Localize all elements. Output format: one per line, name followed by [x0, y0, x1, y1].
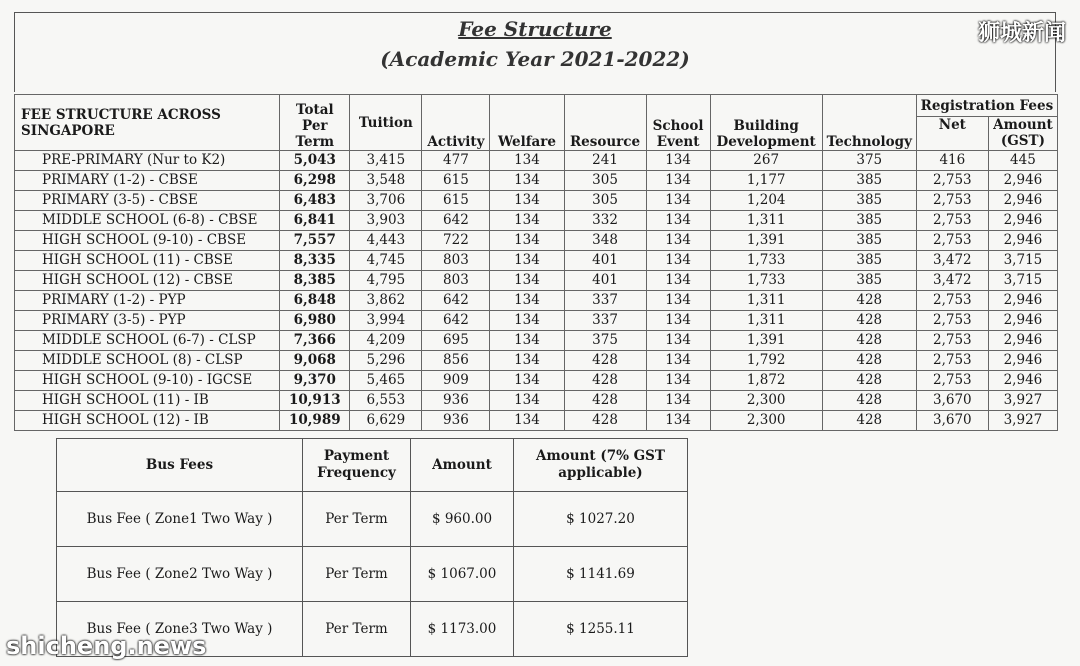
cell-payment-frequency: Per Term: [303, 602, 411, 657]
cell-technology: 385: [822, 211, 916, 231]
cell-reg-net: 3,472: [916, 251, 988, 271]
cell-building: 267: [710, 151, 822, 171]
cell-total: 5,043: [280, 151, 350, 171]
cell-building: 1,311: [710, 311, 822, 331]
fee-table-row: [15, 251, 1058, 271]
cell-activity: 936: [422, 411, 490, 431]
cell-reg-gst: 2,946: [988, 291, 1057, 311]
cell-technology: 428: [822, 411, 916, 431]
cell-label: PRIMARY (1-2) - CBSE: [15, 171, 280, 191]
cell-welfare: 134: [490, 391, 564, 411]
cell-activity: 722: [422, 231, 490, 251]
header-registration-fees: Registration Fees: [916, 95, 1057, 117]
fee-table-row: [15, 151, 1058, 171]
cell-resource: 428: [564, 351, 646, 371]
cell-reg-net: 416: [916, 151, 988, 171]
cell-resource: 337: [564, 311, 646, 331]
document-subtitle: (Academic Year 2021-2022): [380, 47, 690, 71]
cell-technology: 385: [822, 271, 916, 291]
cell-building: 2,300: [710, 411, 822, 431]
cell-activity: 803: [422, 271, 490, 291]
header-school-event: School Event: [646, 95, 710, 151]
cell-welfare: 134: [490, 191, 564, 211]
header-resource: Resource: [564, 95, 646, 151]
cell-tuition: 5,465: [350, 371, 422, 391]
cell-total: 9,068: [280, 351, 350, 371]
cell-amount-gst: $ 1255.11: [514, 602, 688, 657]
fee-table-row: [15, 371, 1058, 391]
bus-header-fees: Bus Fees: [57, 439, 303, 492]
cell-resource: 428: [564, 411, 646, 431]
header-welfare: Welfare: [490, 95, 564, 151]
fee-table-row: [15, 391, 1058, 411]
cell-resource: 428: [564, 391, 646, 411]
cell-reg-gst: 445: [988, 151, 1057, 171]
cell-label: PRIMARY (3-5) - CBSE: [15, 191, 280, 211]
cell-tuition: 3,706: [350, 191, 422, 211]
cell-technology: 375: [822, 151, 916, 171]
cell-building: 1,177: [710, 171, 822, 191]
cell-reg-gst: 2,946: [988, 311, 1057, 331]
cell-reg-gst: 2,946: [988, 191, 1057, 211]
cell-school-event: 134: [646, 171, 710, 191]
cell-activity: 856: [422, 351, 490, 371]
cell-school-event: 134: [646, 331, 710, 351]
cell-label: HIGH SCHOOL (12) - IB: [15, 411, 280, 431]
cell-label: MIDDLE SCHOOL (6-8) - CBSE: [15, 211, 280, 231]
bus-table-row: [57, 492, 688, 547]
cell-tuition: 3,862: [350, 291, 422, 311]
bus-header-amount-gst: Amount (7% GST applicable): [514, 439, 688, 492]
cell-technology: 385: [822, 171, 916, 191]
cell-tuition: 5,296: [350, 351, 422, 371]
chinese-watermark: 狮城新闻: [977, 21, 1066, 46]
cell-resource: 401: [564, 271, 646, 291]
cell-label: HIGH SCHOOL (9-10) - CBSE: [15, 231, 280, 251]
header-technology: Technology: [822, 95, 916, 151]
fee-table-row: [15, 191, 1058, 211]
cell-resource: 375: [564, 331, 646, 351]
fee-table-row: [15, 171, 1058, 191]
fee-table-body: [15, 151, 1058, 431]
fee-table-row: [15, 231, 1058, 251]
cell-technology: 428: [822, 351, 916, 371]
cell-amount: $ 1173.00: [411, 602, 514, 657]
cell-tuition: 6,553: [350, 391, 422, 411]
cell-welfare: 134: [490, 291, 564, 311]
cell-welfare: 134: [490, 171, 564, 191]
cell-label: MIDDLE SCHOOL (8) - CLSP: [15, 351, 280, 371]
cell-payment-frequency: Per Term: [303, 547, 411, 602]
cell-tuition: 3,415: [350, 151, 422, 171]
cell-school-event: 134: [646, 371, 710, 391]
cell-resource: 241: [564, 151, 646, 171]
cell-amount: $ 960.00: [411, 492, 514, 547]
bus-fees-table: [56, 438, 688, 657]
cell-activity: 642: [422, 211, 490, 231]
bus-header-frequency: Payment Frequency: [303, 439, 411, 492]
cell-school-event: 134: [646, 391, 710, 411]
cell-total: 6,483: [280, 191, 350, 211]
cell-label: HIGH SCHOOL (9-10) - IGCSE: [15, 371, 280, 391]
cell-tuition: 3,548: [350, 171, 422, 191]
cell-building: 1,204: [710, 191, 822, 211]
cell-activity: 642: [422, 291, 490, 311]
cell-activity: 803: [422, 251, 490, 271]
header-category: FEE STRUCTURE ACROSS SINGAPORE: [15, 95, 280, 151]
cell-reg-gst: 2,946: [988, 371, 1057, 391]
cell-tuition: 6,629: [350, 411, 422, 431]
cell-reg-net: 2,753: [916, 311, 988, 331]
cell-resource: 305: [564, 171, 646, 191]
cell-welfare: 134: [490, 151, 564, 171]
cell-label: PRE-PRIMARY (Nur to K2): [15, 151, 280, 171]
cell-tuition: 4,795: [350, 271, 422, 291]
cell-technology: 428: [822, 291, 916, 311]
cell-resource: 348: [564, 231, 646, 251]
header-building-development: Building Development: [710, 95, 822, 151]
cell-reg-net: 2,753: [916, 371, 988, 391]
cell-total: 6,298: [280, 171, 350, 191]
cell-tuition: 4,209: [350, 331, 422, 351]
cell-resource: 337: [564, 291, 646, 311]
cell-school-event: 134: [646, 191, 710, 211]
cell-activity: 642: [422, 311, 490, 331]
cell-building: 1,733: [710, 251, 822, 271]
cell-welfare: 134: [490, 231, 564, 251]
fee-structure-table: [14, 94, 1058, 431]
cell-resource: 305: [564, 191, 646, 211]
cell-total: 10,989: [280, 411, 350, 431]
cell-technology: 385: [822, 191, 916, 211]
cell-welfare: 134: [490, 271, 564, 291]
cell-technology: 428: [822, 331, 916, 351]
cell-school-event: 134: [646, 211, 710, 231]
title-box: [14, 12, 1056, 92]
cell-label: HIGH SCHOOL (11) - IB: [15, 391, 280, 411]
cell-payment-frequency: Per Term: [303, 492, 411, 547]
cell-amount: $ 1067.00: [411, 547, 514, 602]
cell-reg-net: 3,472: [916, 271, 988, 291]
fee-table-row: [15, 331, 1058, 351]
cell-technology: 385: [822, 231, 916, 251]
cell-reg-gst: 2,946: [988, 171, 1057, 191]
site-watermark: shicheng.news: [6, 632, 207, 660]
cell-reg-net: 2,753: [916, 331, 988, 351]
cell-activity: 615: [422, 171, 490, 191]
cell-amount-gst: $ 1027.20: [514, 492, 688, 547]
cell-label: MIDDLE SCHOOL (6-7) - CLSP: [15, 331, 280, 351]
cell-resource: 428: [564, 371, 646, 391]
cell-reg-gst: 2,946: [988, 351, 1057, 371]
cell-resource: 401: [564, 251, 646, 271]
cell-welfare: 134: [490, 411, 564, 431]
cell-technology: 428: [822, 371, 916, 391]
cell-total: 7,557: [280, 231, 350, 251]
cell-label: HIGH SCHOOL (11) - CBSE: [15, 251, 280, 271]
bus-header-amount: Amount: [411, 439, 514, 492]
cell-reg-gst: 3,927: [988, 391, 1057, 411]
cell-building: 2,300: [710, 391, 822, 411]
cell-reg-net: 2,753: [916, 291, 988, 311]
header-activity: Activity: [422, 95, 490, 151]
cell-reg-gst: 2,946: [988, 231, 1057, 251]
cell-building: 1,311: [710, 291, 822, 311]
header-total: Total Per Term: [280, 95, 350, 151]
cell-reg-net: 2,753: [916, 191, 988, 211]
cell-label: HIGH SCHOOL (12) - CBSE: [15, 271, 280, 291]
cell-reg-net: 2,753: [916, 231, 988, 251]
cell-welfare: 134: [490, 351, 564, 371]
cell-tuition: 3,994: [350, 311, 422, 331]
cell-school-event: 134: [646, 351, 710, 371]
cell-total: 9,370: [280, 371, 350, 391]
cell-reg-gst: 3,927: [988, 411, 1057, 431]
cell-building: 1,311: [710, 211, 822, 231]
cell-tuition: 4,745: [350, 251, 422, 271]
cell-reg-gst: 3,715: [988, 271, 1057, 291]
cell-welfare: 134: [490, 211, 564, 231]
cell-resource: 332: [564, 211, 646, 231]
cell-reg-net: 2,753: [916, 351, 988, 371]
cell-building: 1,792: [710, 351, 822, 371]
cell-building: 1,391: [710, 331, 822, 351]
cell-school-event: 134: [646, 251, 710, 271]
cell-total: 6,980: [280, 311, 350, 331]
cell-school-event: 134: [646, 231, 710, 251]
cell-reg-gst: 2,946: [988, 331, 1057, 351]
cell-total: 6,848: [280, 291, 350, 311]
cell-technology: 428: [822, 391, 916, 411]
cell-total: 8,385: [280, 271, 350, 291]
cell-tuition: 3,903: [350, 211, 422, 231]
cell-building: 1,733: [710, 271, 822, 291]
cell-bus-fee-name: Bus Fee ( Zone3 Two Way ): [57, 602, 303, 657]
cell-school-event: 134: [646, 291, 710, 311]
fee-table-row: [15, 351, 1058, 371]
cell-bus-fee-name: Bus Fee ( Zone2 Two Way ): [57, 547, 303, 602]
cell-school-event: 134: [646, 271, 710, 291]
cell-tuition: 4,443: [350, 231, 422, 251]
cell-activity: 615: [422, 191, 490, 211]
cell-bus-fee-name: Bus Fee ( Zone1 Two Way ): [57, 492, 303, 547]
cell-technology: 385: [822, 251, 916, 271]
cell-welfare: 134: [490, 371, 564, 391]
cell-reg-net: 2,753: [916, 211, 988, 231]
cell-building: 1,872: [710, 371, 822, 391]
cell-school-event: 134: [646, 311, 710, 331]
fee-table-row: [15, 211, 1058, 231]
fee-table-row: [15, 311, 1058, 331]
cell-welfare: 134: [490, 251, 564, 271]
fee-table-row: [15, 411, 1058, 431]
cell-school-event: 134: [646, 151, 710, 171]
cell-total: 10,913: [280, 391, 350, 411]
cell-label: PRIMARY (3-5) - PYP: [15, 311, 280, 331]
header-amount-gst: Amount (GST): [988, 117, 1057, 151]
bus-table-row: [57, 547, 688, 602]
header-tuition: Tuition: [350, 95, 422, 151]
cell-activity: 477: [422, 151, 490, 171]
cell-building: 1,391: [710, 231, 822, 251]
cell-activity: 695: [422, 331, 490, 351]
cell-welfare: 134: [490, 311, 564, 331]
cell-activity: 936: [422, 391, 490, 411]
cell-reg-net: 3,670: [916, 391, 988, 411]
cell-reg-net: 2,753: [916, 171, 988, 191]
cell-label: PRIMARY (1-2) - PYP: [15, 291, 280, 311]
cell-reg-gst: 2,946: [988, 211, 1057, 231]
header-net: Net: [916, 117, 988, 151]
cell-welfare: 134: [490, 331, 564, 351]
cell-school-event: 134: [646, 411, 710, 431]
cell-total: 8,335: [280, 251, 350, 271]
cell-technology: 428: [822, 311, 916, 331]
cell-reg-net: 3,670: [916, 411, 988, 431]
document-title: Fee Structure: [458, 17, 612, 41]
cell-total: 6,841: [280, 211, 350, 231]
cell-amount-gst: $ 1141.69: [514, 547, 688, 602]
fee-table-row: [15, 271, 1058, 291]
fee-table-row: [15, 291, 1058, 311]
cell-activity: 909: [422, 371, 490, 391]
cell-reg-gst: 3,715: [988, 251, 1057, 271]
cell-total: 7,366: [280, 331, 350, 351]
